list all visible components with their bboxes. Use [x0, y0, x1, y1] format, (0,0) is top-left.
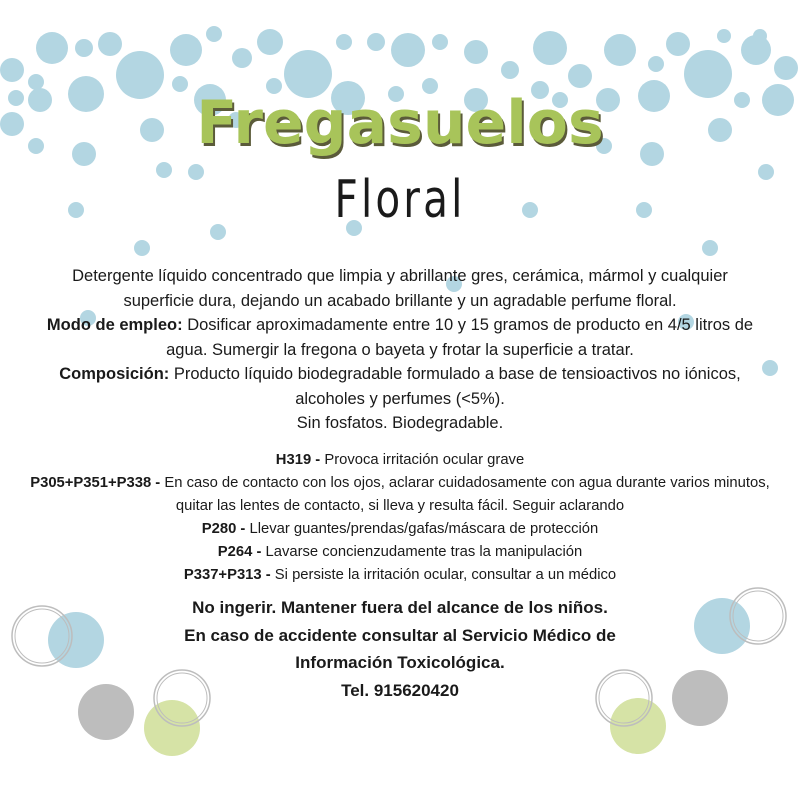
usage-label: Modo de empleo: [46, 316, 183, 334]
hazard-text: Si persiste la irritación ocular, consultar a un médico [274, 567, 617, 583]
composition-label: Composición: [59, 365, 170, 383]
safety-warning [130, 594, 670, 704]
hazard-code: H319 - [275, 452, 321, 468]
hazard-text: En caso de contacto con los ojos, aclarar cuidadosamente con agua durante varios minutos, quitar las lentes de contacto, si lleva y resulta fácil. Seguir aclarando [164, 475, 770, 514]
description-intro: Detergente líquido concentrado que limpia y abrillante gres, cerámica, mármol y cualquier superficie dura, dejando un acabado brillante y un agradable perfume floral. [72, 267, 728, 310]
warning-line-1: No ingerir. Mantener fuera del alcance de los niños. [192, 598, 608, 617]
hazard-code: P305+P351+P338 - [30, 475, 161, 491]
hazard-text: Provoca irritación ocular grave [324, 452, 525, 468]
description-footer: Sin fosfatos. Biodegradable. [296, 414, 504, 432]
warning-line-2: En caso de accidente consultar al Servicio Médico de [184, 625, 616, 645]
hazard-statements [30, 449, 770, 587]
hazard-text: Lavarse concienzudamente tras la manipulación [265, 544, 583, 560]
warning-line-3: Información Toxicológica. [295, 653, 505, 672]
hazard-row [30, 541, 770, 564]
hazard-text: Llevar guantes/prendas/gafas/máscara de protección [249, 521, 599, 537]
hazard-code: P264 - [217, 544, 262, 560]
hazard-row [30, 472, 770, 518]
hazard-row [30, 518, 770, 541]
product-title: Fregasuelos [196, 88, 604, 158]
composition-text: Producto líquido biodegradable formulado a base de tensioactivos no iónicos, alcoholes y perfumes (<5%). [173, 365, 741, 408]
product-description [40, 264, 760, 436]
warning-phone: Tel. 915620420 [341, 680, 459, 700]
usage-text: Dosificar aproximadamente entre 10 y 15 gramos de producto en 4/5 litros de agua. Sumergir la fregona o bayeta y frotar la superficie a tratar. [166, 316, 754, 359]
hazard-code: P337+P313 - [183, 567, 271, 583]
hazard-code: P280 - [201, 521, 246, 537]
hazard-row [30, 449, 770, 472]
hazard-row [30, 564, 770, 587]
product-subtitle: Floral [334, 170, 466, 230]
